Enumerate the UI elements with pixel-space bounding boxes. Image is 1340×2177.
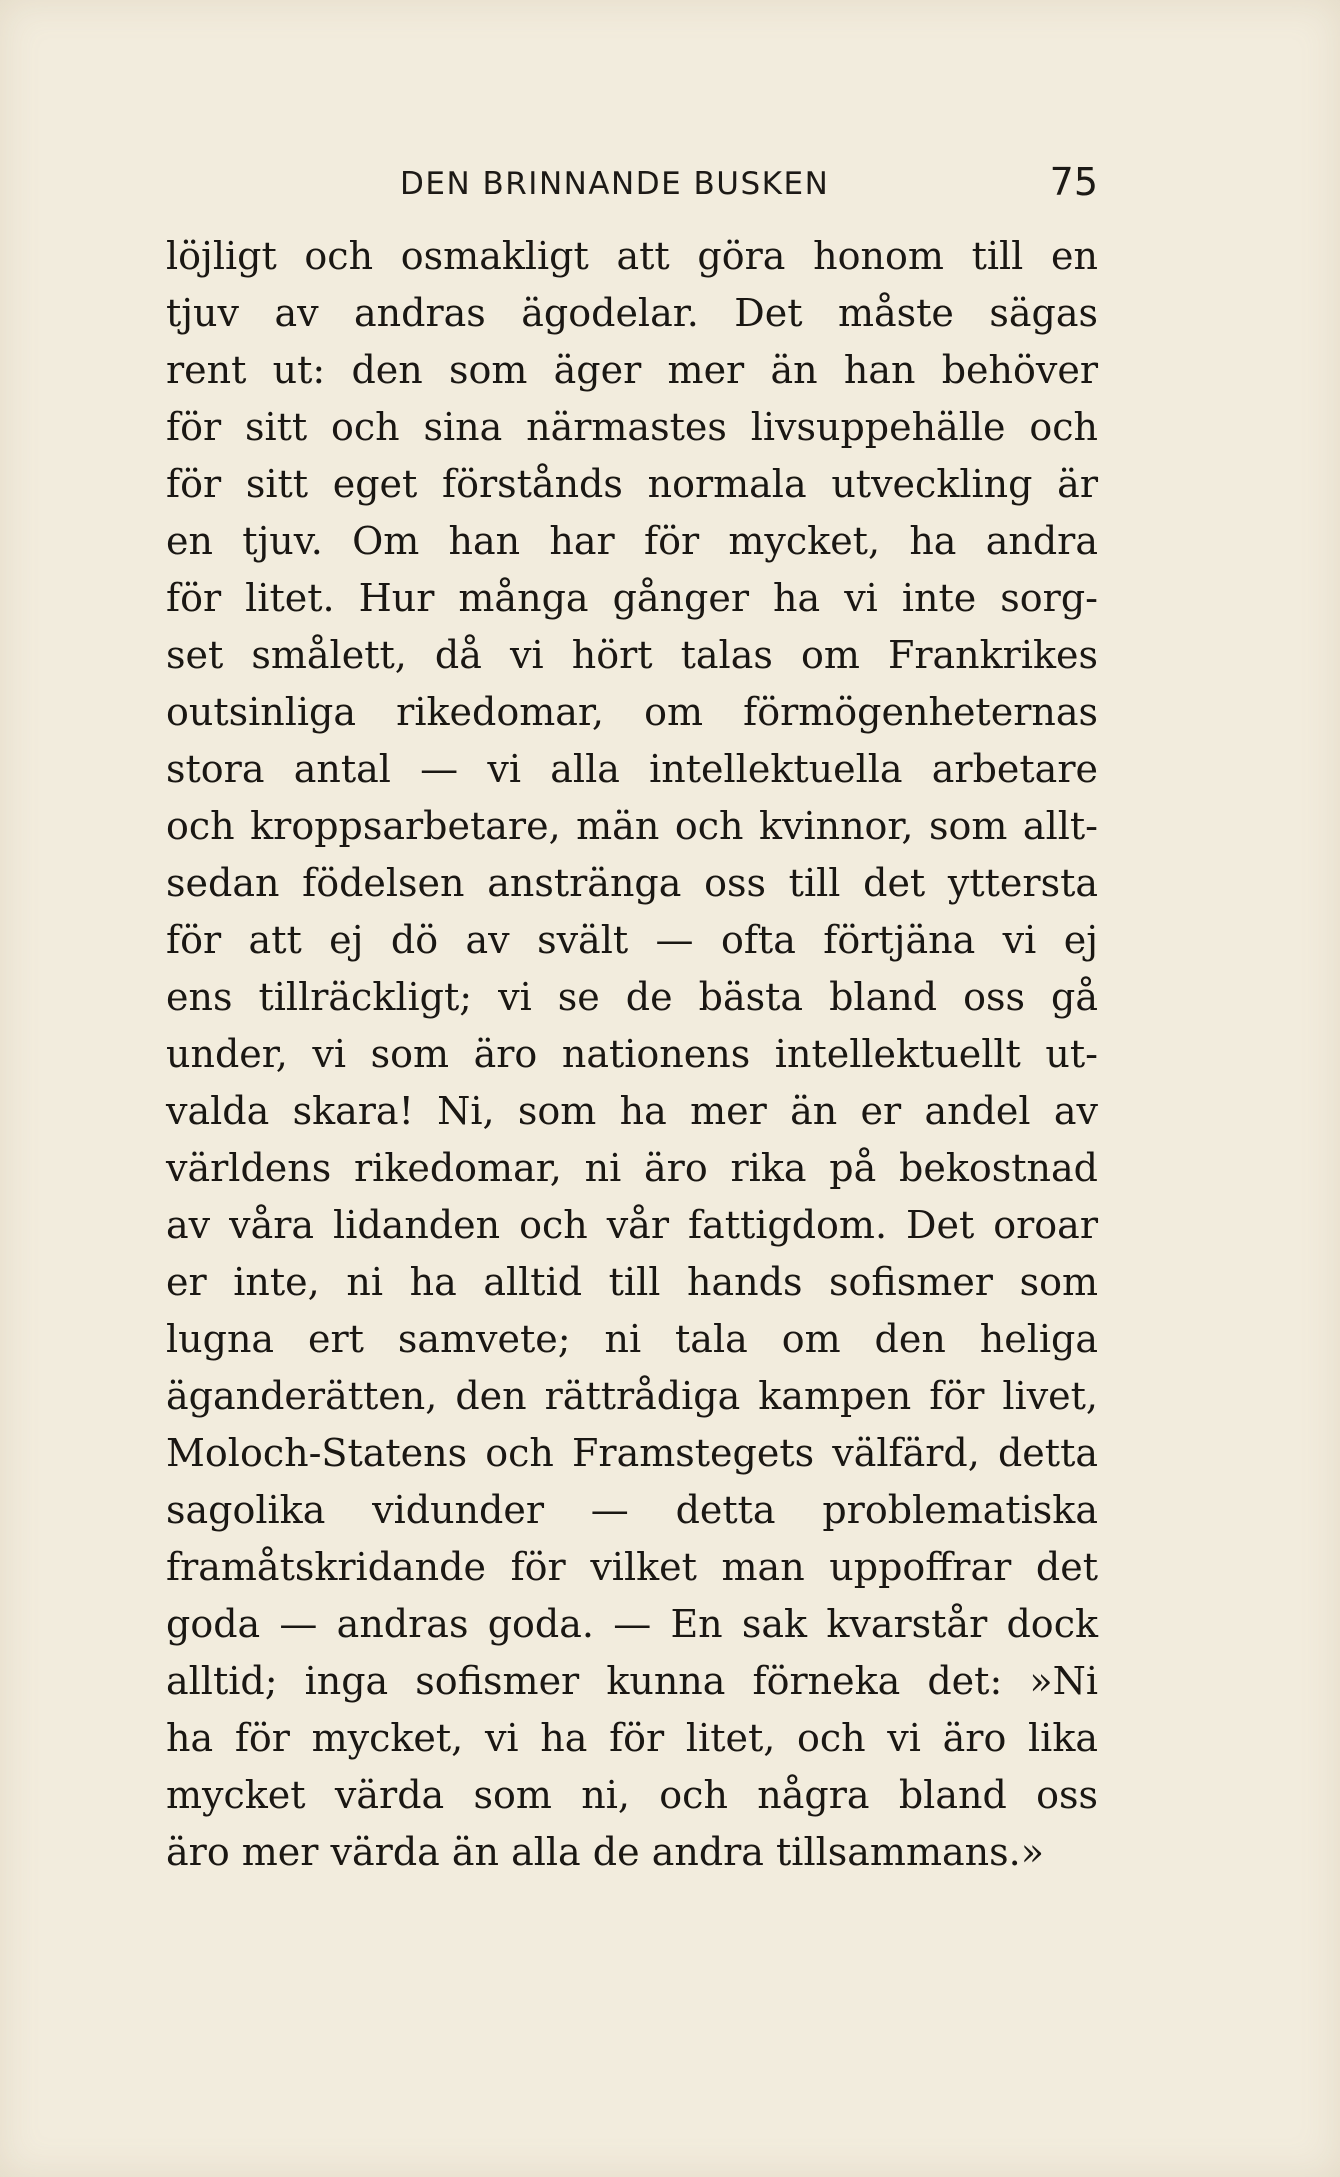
- text-line: sedan födelsen anstränga oss till det yttersta: [166, 861, 1098, 905]
- text-line: ens tillräckligt; vi se de bästa bland oss gå: [166, 975, 1098, 1019]
- text-line: goda — andras goda. — En sak kvarstår dock: [166, 1602, 1098, 1646]
- text-line: rent ut: den som äger mer än han behöver: [166, 348, 1098, 392]
- page-number: 75: [1049, 160, 1098, 204]
- text-line: av våra lidanden och vår fattigdom. Det oroar: [166, 1203, 1098, 1247]
- body-text: [166, 228, 1098, 1881]
- text-line: stora antal — vi alla intellektuella arbetare: [166, 747, 1098, 791]
- text-line: valda skara! Ni, som ha mer än er andel av: [166, 1089, 1098, 1133]
- text-line: tjuv av andras ägodelar. Det måste sägas: [166, 291, 1098, 335]
- running-title: DEN BRINNANDE BUSKEN: [400, 166, 830, 202]
- text-line: lugna ert samvete; ni tala om den heliga: [166, 1317, 1098, 1361]
- running-head: [400, 160, 1098, 206]
- text-line: framåtskridande för vilket man uppoffrar det: [166, 1545, 1098, 1589]
- text-line: en tjuv. Om han har för mycket, ha andra: [166, 519, 1098, 563]
- text-line: sagolika vidunder — detta problematiska: [166, 1488, 1098, 1532]
- text-line: för litet. Hur många gånger ha vi inte sorg-: [166, 576, 1098, 620]
- text-line: alltid; inga sofismer kunna förneka det: »Ni: [166, 1659, 1098, 1703]
- text-line: äganderätten, den rättrådiga kampen för livet,: [166, 1374, 1098, 1418]
- text-line: äro mer värda än alla de andra tillsammans.»: [166, 1830, 1044, 1874]
- text-line: mycket värda som ni, och några bland oss: [166, 1773, 1098, 1817]
- text-line: er inte, ni ha alltid till hands sofismer som: [166, 1260, 1098, 1304]
- text-line: outsinliga rikedomar, om förmögenheternas: [166, 690, 1098, 734]
- text-line: och kroppsarbetare, män och kvinnor, som allt-: [166, 804, 1098, 848]
- text-line: set smålett, då vi hört talas om Frankrikes: [166, 633, 1098, 677]
- text-line: Moloch-Statens och Framstegets välfärd, detta: [166, 1431, 1098, 1475]
- text-line: ha för mycket, vi ha för litet, och vi äro lika: [166, 1716, 1098, 1760]
- text-line: för sitt eget förstånds normala utveckling är: [166, 462, 1098, 506]
- text-line: under, vi som äro nationens intellektuellt ut-: [166, 1032, 1098, 1076]
- text-line: världens rikedomar, ni äro rika på bekostnad: [166, 1146, 1098, 1190]
- text-line: för sitt och sina närmastes livsuppehälle och: [166, 405, 1098, 449]
- text-line: löjligt och osmakligt att göra honom till en: [166, 234, 1098, 278]
- text-line: för att ej dö av svält — ofta förtjäna vi ej: [166, 918, 1098, 962]
